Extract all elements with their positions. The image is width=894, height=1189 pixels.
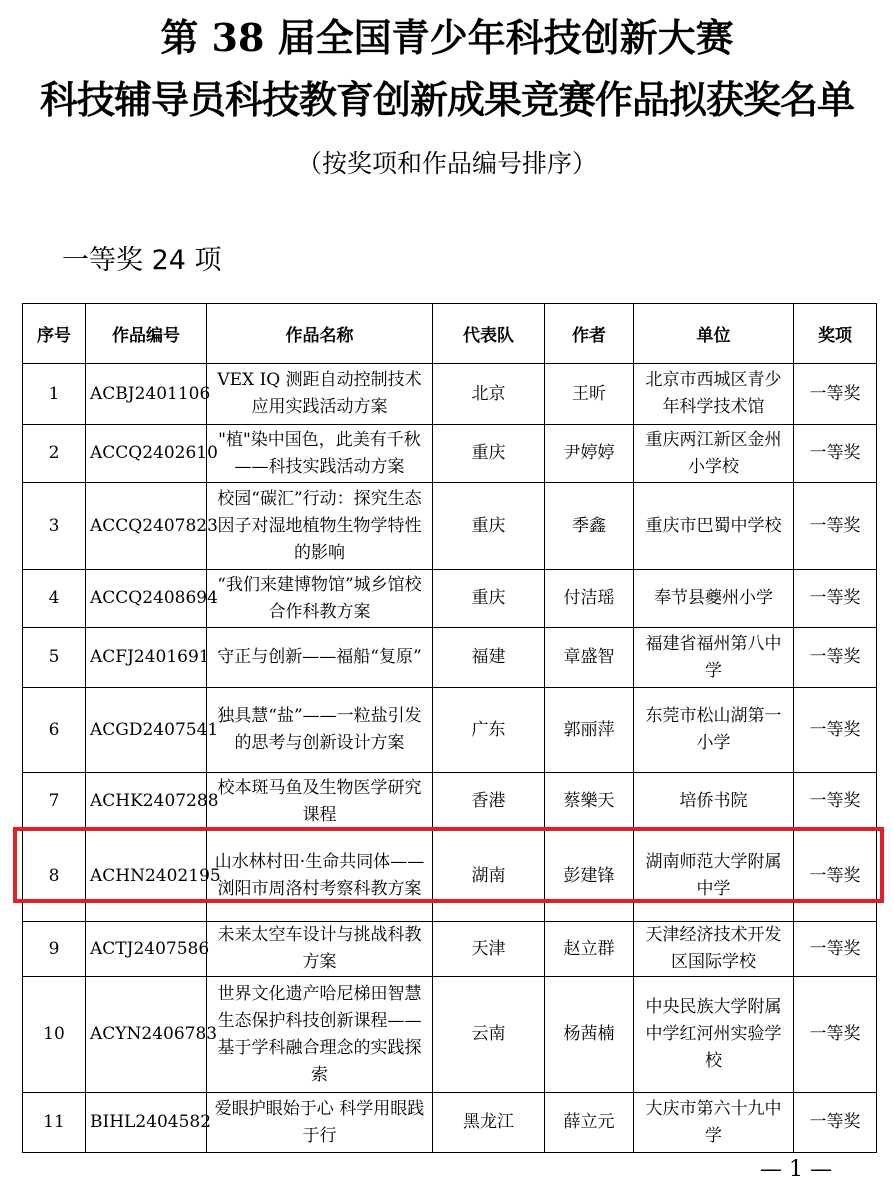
cell-number: 11: [23, 1093, 86, 1153]
cell-author: 赵立群: [545, 922, 634, 977]
table-row: [23, 1093, 877, 1153]
cell-unit: 中央民族大学附属中学红河州实验学校: [634, 977, 794, 1093]
column-header-unit: 单位: [634, 304, 794, 364]
cell-code: ACYN2406783: [86, 977, 207, 1093]
cell-award: 一等奖: [794, 977, 877, 1093]
cell-team: 天津: [433, 922, 545, 977]
section-title: 一等奖 24 项: [62, 245, 222, 276]
cell-author: 章盛智: [545, 628, 634, 688]
cell-award: 一等奖: [794, 831, 877, 922]
cell-team: 重庆: [433, 483, 545, 570]
cell-unit: 北京市西城区青少年科学技术馆: [634, 364, 794, 425]
cell-number: 3: [23, 483, 86, 570]
cell-name: 校本斑马鱼及生物医学研究课程: [207, 773, 433, 831]
page-number: — 1 —: [760, 1157, 832, 1182]
cell-author: 尹婷婷: [545, 425, 634, 483]
cell-team: 黑龙江: [433, 1093, 545, 1153]
cell-number: 2: [23, 425, 86, 483]
cell-name: 未来太空车设计与挑战科教方案: [207, 922, 433, 977]
cell-team: 福建: [433, 628, 545, 688]
cell-team: 云南: [433, 977, 545, 1093]
cell-team: 重庆: [433, 570, 545, 628]
column-header-team: 代表队: [433, 304, 545, 364]
cell-author: 蔡樂天: [545, 773, 634, 831]
cell-name: 守正与创新——福船“复原”: [207, 628, 433, 688]
cell-team: 北京: [433, 364, 545, 425]
awards-table: [22, 303, 877, 1153]
cell-number: 8: [23, 831, 86, 922]
table-header-row: [23, 304, 877, 364]
table-row: [23, 922, 877, 977]
cell-author: 付洁瑶: [545, 570, 634, 628]
cell-code: ACGD2407541: [86, 688, 207, 773]
cell-award: 一等奖: [794, 425, 877, 483]
cell-award: 一等奖: [794, 688, 877, 773]
table-row: [23, 773, 877, 831]
column-header-name: 作品名称: [207, 304, 433, 364]
cell-unit: 重庆两江新区金州小学校: [634, 425, 794, 483]
cell-code: ACTJ2407586: [86, 922, 207, 977]
document-subtitle: （按奖项和作品编号排序）: [296, 149, 597, 178]
cell-code: ACFJ2401691: [86, 628, 207, 688]
cell-name: 独具慧“盐”——一粒盐引发的思考与创新设计方案: [207, 688, 433, 773]
cell-name: 爱眼护眼始于心 科学用眼践于行: [207, 1093, 433, 1153]
table-row: [23, 483, 877, 570]
cell-team: 广东: [433, 688, 545, 773]
cell-author: 彭建锋: [545, 831, 634, 922]
cell-name: "植"染中国色，此美有千秋——科技实践活动方案: [207, 425, 433, 483]
table-row: [23, 831, 877, 922]
column-header-author: 作者: [545, 304, 634, 364]
cell-unit: 培侨书院: [634, 773, 794, 831]
cell-unit: 东莞市松山湖第一小学: [634, 688, 794, 773]
cell-name: 世界文化遗产哈尼梯田智慧生态保护科技创新课程——基于学科融合理念的实践探索: [207, 977, 433, 1093]
cell-award: 一等奖: [794, 1093, 877, 1153]
cell-number: 5: [23, 628, 86, 688]
cell-unit: 大庆市第六十九中学: [634, 1093, 794, 1153]
column-header-number: 序号: [23, 304, 86, 364]
cell-number: 9: [23, 922, 86, 977]
cell-author: 杨茜楠: [545, 977, 634, 1093]
cell-name: VEX IQ 测距自动控制技术应用实践活动方案: [207, 364, 433, 425]
cell-unit: 重庆市巴蜀中学校: [634, 483, 794, 570]
cell-code: BIHL2404582: [86, 1093, 207, 1153]
cell-number: 6: [23, 688, 86, 773]
column-header-award: 奖项: [794, 304, 877, 364]
cell-award: 一等奖: [794, 628, 877, 688]
cell-author: 王昕: [545, 364, 634, 425]
table-row: [23, 425, 877, 483]
cell-award: 一等奖: [794, 483, 877, 570]
cell-name: 校园“碳汇”行动：探究生态因子对湿地植物生物学特性的影响: [207, 483, 433, 570]
cell-code: ACCQ2407823: [86, 483, 207, 570]
table-row: [23, 977, 877, 1093]
table-row: [23, 570, 877, 628]
table-row: [23, 688, 877, 773]
cell-unit: 天津经济技术开发区国际学校: [634, 922, 794, 977]
cell-unit: 福建省福州第八中学: [634, 628, 794, 688]
cell-team: 重庆: [433, 425, 545, 483]
cell-award: 一等奖: [794, 922, 877, 977]
cell-author: 季鑫: [545, 483, 634, 570]
document-title-line-2: 科技辅导员科技教育创新成果竞赛作品拟获奖名单: [39, 77, 854, 122]
cell-code: ACHK2407288: [86, 773, 207, 831]
cell-author: 郭丽萍: [545, 688, 634, 773]
cell-unit: 湖南师范大学附属中学: [634, 831, 794, 922]
cell-name: “我们来建博物馆”城乡馆校合作科教方案: [207, 570, 433, 628]
cell-name: 山水林村田·生命共同体——浏阳市周洛村考察科教方案: [207, 831, 433, 922]
document-title-line-1: 第 38 届全国青少年科技创新大赛: [160, 15, 734, 60]
cell-number: 1: [23, 364, 86, 425]
cell-team: 湖南: [433, 831, 545, 922]
cell-number: 10: [23, 977, 86, 1093]
table-row: [23, 628, 877, 688]
cell-author: 薛立元: [545, 1093, 634, 1153]
cell-code: ACCQ2402610: [86, 425, 207, 483]
cell-team: 香港: [433, 773, 545, 831]
cell-code: ACCQ2408694: [86, 570, 207, 628]
cell-code: ACHN2402195: [86, 831, 207, 922]
cell-number: 7: [23, 773, 86, 831]
cell-number: 4: [23, 570, 86, 628]
table-row: [23, 364, 877, 425]
cell-award: 一等奖: [794, 570, 877, 628]
cell-code: ACBJ2401106: [86, 364, 207, 425]
cell-award: 一等奖: [794, 364, 877, 425]
column-header-code: 作品编号: [86, 304, 207, 364]
cell-award: 一等奖: [794, 773, 877, 831]
cell-unit: 奉节县夔州小学: [634, 570, 794, 628]
